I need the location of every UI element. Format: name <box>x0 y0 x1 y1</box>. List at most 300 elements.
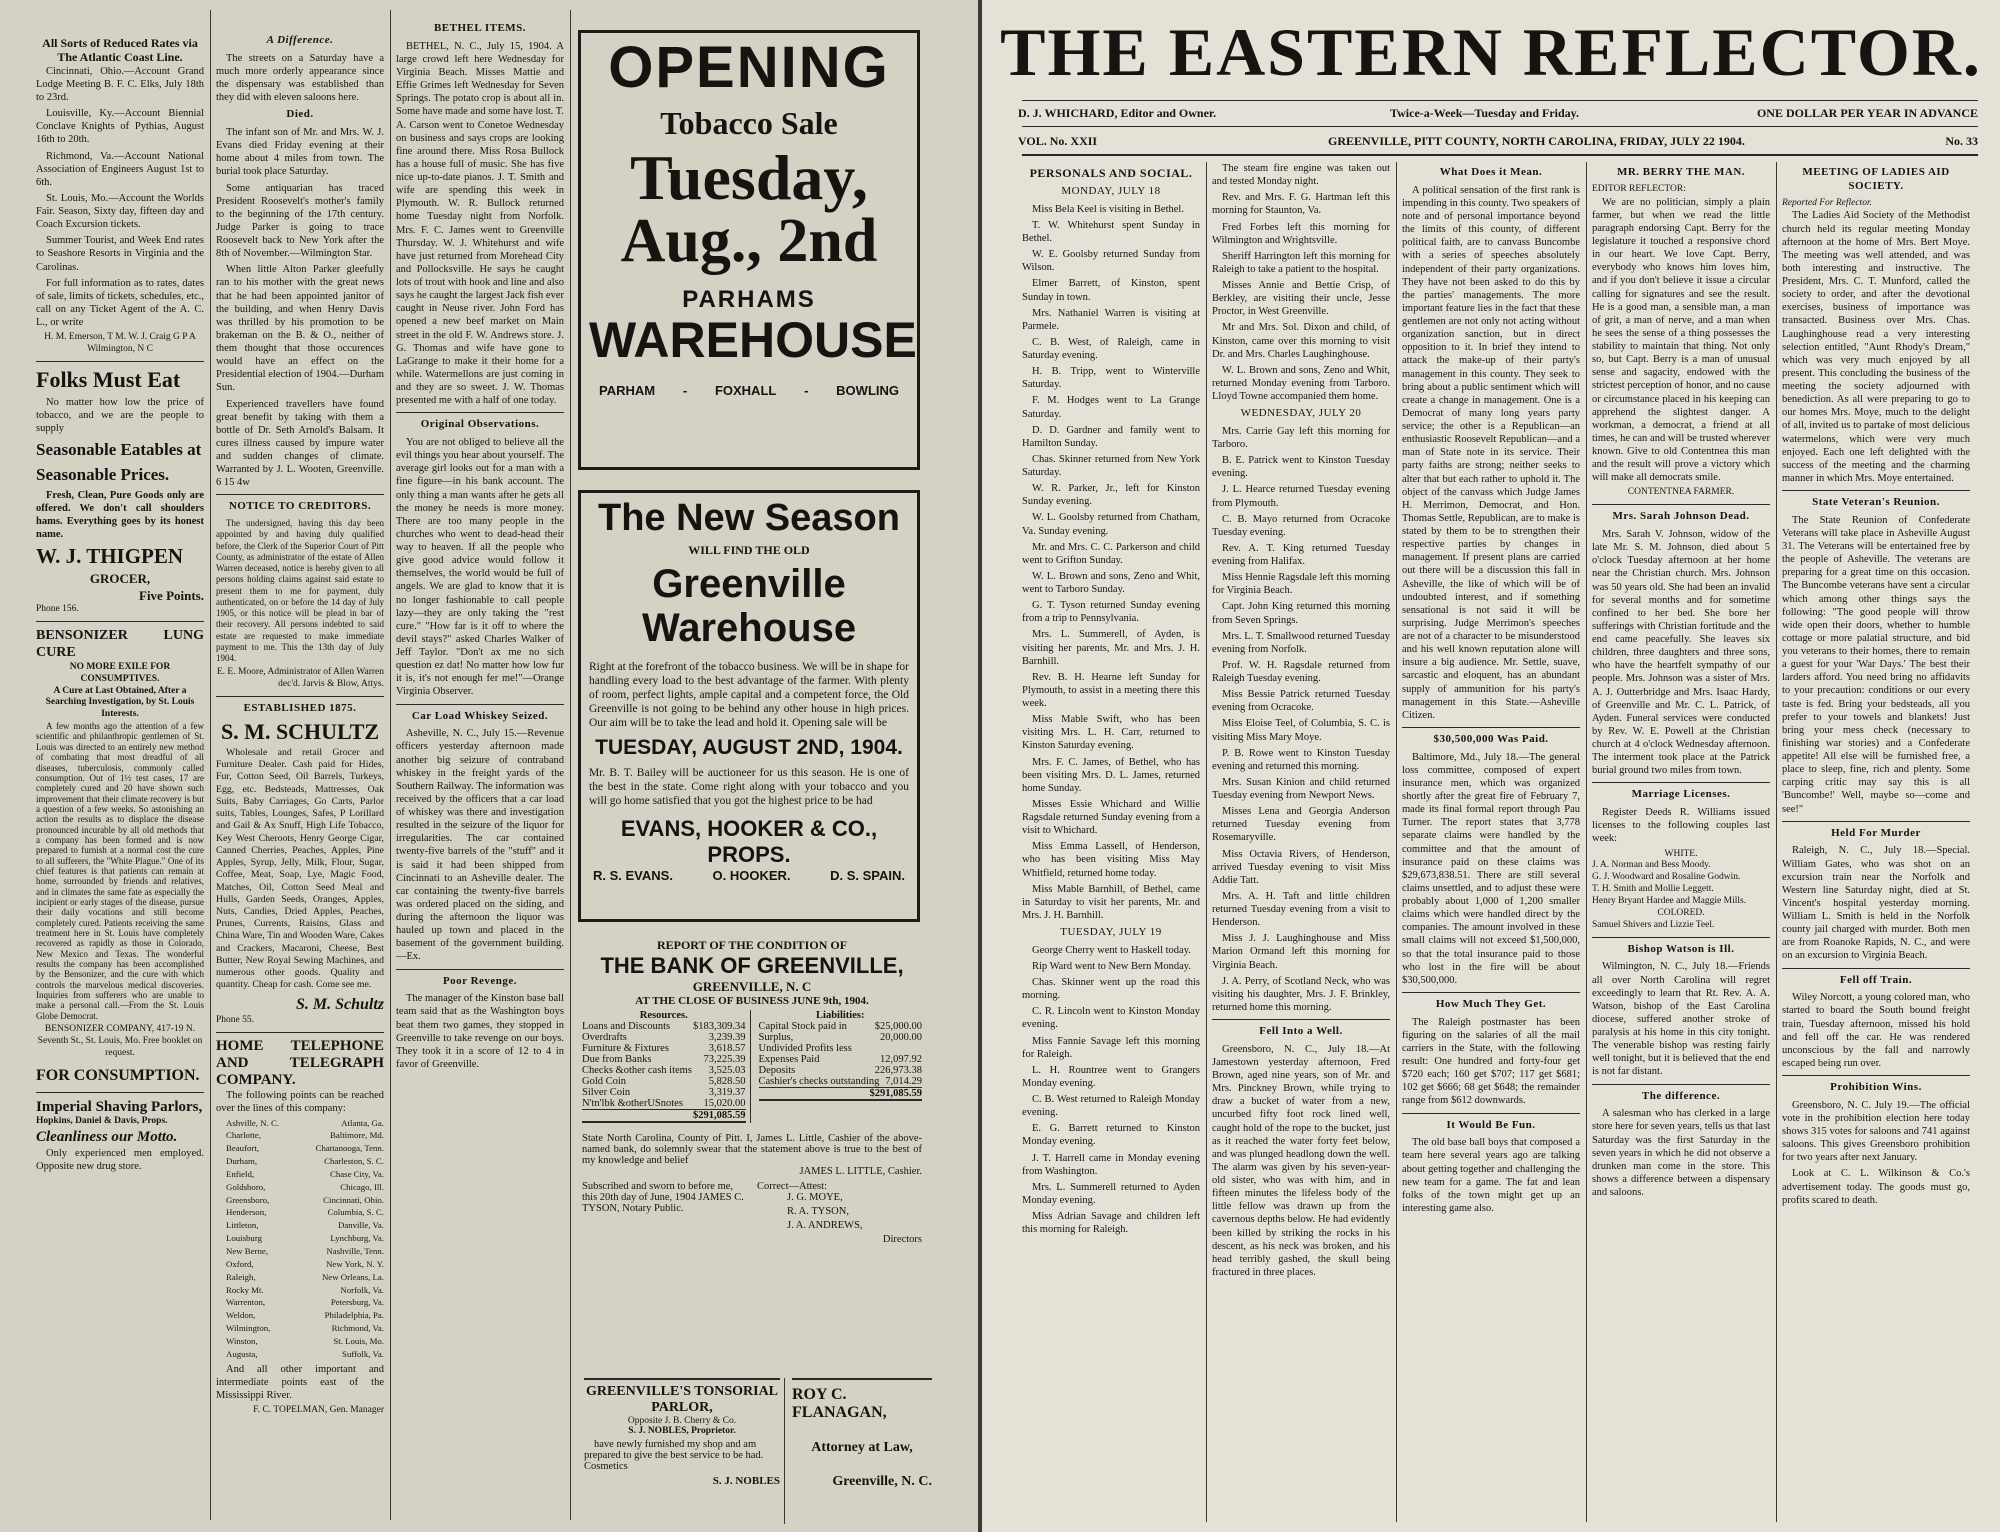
tonsorial-sub: Opposite J. B. Cherry & Co. <box>627 1416 737 1427</box>
right-column-5 <box>1782 162 1970 1522</box>
masthead-rule <box>1022 154 1978 156</box>
personal-item: F. M. Hodges went to La Grange Saturday. <box>1022 395 1200 420</box>
coast-line-item: Cincinnati, Ohio.—Account Grand Lodge Meeting B. F. C. Elks, July 18th to 23rd. <box>36 65 204 104</box>
ledger-amount: 3,525.03 <box>708 1065 746 1076</box>
seasonable-2: Seasonable Prices. <box>36 465 170 485</box>
ledger-amount: 3,239.39 <box>708 1032 746 1043</box>
resources-row <box>582 1087 746 1098</box>
berry-text: We are no politician, simply a plain farmer, but when we read the little paragraph endorsing Capt. Berry for the legislature it touched a responsive chord in our heart. We love Capt. Berry, everybody who knows him loves him, and if you don't believe it issue a circular calling for signatures and see the result. He is a good man, a sensible man, a man of grit, a man of nerve, and a man when he sees the sense of a thing possesses the stability to maintain that thing. Not only so, but Capt. Berry is a man of unusual sense and sagacity, endowed with the strictest perception of honor, and no cause or circumstance placed in his keeping can apprehend the slightest danger. A workman, a democrat, a friend at all times, he can and will be trusted wherever known. Give to old Contentnea this man and the result will prove a victory which will make all democrats smile. <box>1592 196 1770 484</box>
license-title: Marriage Licenses. <box>1631 788 1731 801</box>
left-column-2 <box>216 30 384 1530</box>
resources-row <box>582 1032 746 1043</box>
aid-text: The Ladies Aid Society of the Methodist church held its regular meeting Monday afternoon at the home of Mrs. Bert Moye. The meeting was well attended, and was both interesting and instructive. The President, Mrs. C. T. Munford, called the society to order, and after the devotional exercises, business of importance was transacted. Business over Mrs. Chas. Laughinghouse read a very interesting selection entitled, "Aunt Rhody's Dream," which was very much enjoyed by all present. This concluding the business of the meeting the society adjourned with benediction. As all were preparing to go to our homes Mrs. Moye, much to the delight of all, invited us to partake of most delicious watermelons, which were very much enjoyed. Each one left delighted with the success of the meeting and the charming manner in which Mrs. Moye entertained. <box>1782 210 1970 484</box>
attest-names <box>757 1192 922 1231</box>
town-name: Cincinnati, Ohio. <box>323 1194 384 1205</box>
personal-item: Miss Bessie Patrick returned Tuesday evening from Ocracoke. <box>1212 689 1390 714</box>
opening-footer-name: PARHAM <box>599 382 656 398</box>
town-name: Ashville, N. C. <box>226 1117 280 1128</box>
town-name: Goldsboro, <box>226 1181 266 1192</box>
personal-item: W. L. Brown and sons, Zeno and Whit, went to Tarboro Sunday. <box>1022 570 1200 595</box>
town-name: Philadelphia, Pa. <box>324 1310 384 1321</box>
resources-row <box>582 1065 746 1076</box>
personal-item: C. B. West, of Raleigh, came in Saturday evening. <box>1022 336 1200 361</box>
berry-title: MR. BERRY THE MAN. <box>1616 166 1746 178</box>
train-title: Fell off Train. <box>1839 973 1913 986</box>
revenge-text: The manager of the Kinston base ball team said that as the Washington boys beat them two games, they stopped in Greenville to take revenge on our boys. They took it in a score of 12 to 4 in favor of Greenville. <box>396 993 564 1070</box>
town-name: Wilmington, <box>226 1323 271 1334</box>
whiskey-text: Asheville, N. C., July 15.—Revenue officers yesterday afternoon made another big seizure of contraband whiskey in the freight yards of the Southern Railway. The information was received by the officers that a car load of whiskey was there and investigation resulted in the seizure of the liquor for irregularities. The car contained twenty-five barrels of the "stuff" and it is said it had been shipped from Cincinnati to an Asheville dealer. The car containing the twenty-five barrels was ordered placed on the siding, and during the afternoon the liquor was hauled up town and placed in the basement of the government building.—Ex. <box>396 728 564 963</box>
ledger-label: Silver Coin <box>582 1087 631 1098</box>
personal-item: Sheriff Harrington left this morning for Raleigh to take a patient to the hospital. <box>1212 250 1390 275</box>
ledger-amount: 3,319.37 <box>708 1087 746 1098</box>
bethel-text: BETHEL, N. C., July 15, 1904. A large crowd left here Wednesday for Virginia Beach. Misses Mattie and Effie Grimes left Wednesday for Seven Springs. The potato crop is about all in. Some have made and some have lost. T. A. Carson went to Conetoe Wednesday on business and says crops are looking fine around there. Miss Rosa Bullock has a house full of music. She has five nice up-to-date pianos. J. T. Smith and wife are spending this week in Plymouth. W. R. Bullock returned home Tuesday night from Norfolk. Mrs. F. C. James went to Greenville Thursday. W. J. Whitehurst and wife have just returned from Morehead City and Pollocksville. He says he caught lots of trout with hook and line and also says he caught the largest Jack fish ever caught in Neuse river. John Ford has opened a new beef market on Main street in the old F. W. Andrews store. J. G. Thomas and wife have gone to LaGrange to make it their home for a while. Watermellons are just coming in and they are so sweet. J. W. Thomas presented me with a half of one today. <box>396 40 564 407</box>
town-name: Augusta, <box>226 1348 258 1359</box>
liabilities-row <box>759 1043 923 1054</box>
aid-society-title: MEETING OF LADIES AID SOCIETY. <box>1802 166 1950 192</box>
town-name: New Berne, <box>226 1245 269 1256</box>
ledger-label: Checks &other cash items <box>582 1065 692 1076</box>
personal-item: Miss Mable Barnhill, of Bethel, came in Saturday to visit her parents, Mr. and Mrs. J. H. Barnhill. <box>1022 883 1200 921</box>
liabilities-rows <box>759 1021 923 1087</box>
liabilities-row <box>759 1076 923 1087</box>
monday-items <box>1022 203 1200 922</box>
liabilities-title: Liabilities: <box>816 1010 865 1021</box>
personal-item: Fred Forbes left this morning for Wilmington and Wrightsville. <box>1212 221 1390 246</box>
masthead-volume: VOL. No. XXII <box>1018 134 1098 148</box>
personal-item: J. A. Perry, of Scotland Neck, who was visiting his daughter, Mrs. J. F. Brinkley, returned home this morning. <box>1212 975 1390 1013</box>
revenge-title: Poor Revenge. <box>442 974 518 987</box>
column-rule <box>390 10 391 1520</box>
greenville-name: Greenville <box>652 561 846 606</box>
opening-footer-name: FOXHALL <box>714 382 777 398</box>
coast-line-item: St. Louis, Mo.—Account the Worlds Fair. Season, Sixty day, fifteen day and Coach Excursion tickets. <box>36 192 204 231</box>
observations-title: Original Observations. <box>420 418 540 431</box>
ledger-amount: 15,020.00 <box>703 1098 746 1109</box>
opening-tuesday: Tuesday, <box>630 142 868 213</box>
right-newspaper-page <box>982 0 2000 1532</box>
veteran-title: State Veteran's Reunion. <box>1812 496 1940 508</box>
town-name: Chicago, Ill. <box>340 1181 384 1192</box>
season-auctioneer: Mr. B. T. Bailey will be auctioneer for us this season. He is one of the best in the state. Come right along with your tobacco and you will go home satisfied that you got the highest price to be had <box>589 766 909 807</box>
tonsorial-signature: S. J. NOBLES <box>712 1475 780 1488</box>
what-mean-title: What Does it Mean. <box>1439 166 1543 178</box>
town-name: Chattanooga, Tenn. <box>315 1143 384 1154</box>
motto: Cleanliness our Motto. <box>36 1129 178 1146</box>
telephone-text: The following points can be reached over the lines of this company: <box>216 1090 384 1115</box>
license-couple: Henry Bryant Hardee and Maggie Mills. <box>1592 896 1747 906</box>
towns-left <box>216 1119 279 1363</box>
schultz-title: S. M. SCHULTZ <box>220 718 380 744</box>
ledger-label: Gold Coin <box>582 1076 627 1087</box>
ledger-label: N'tn'lbk &otherUSnotes <box>582 1098 683 1109</box>
folks-text: No matter how low the price of tobacco, and we are the people to supply <box>36 397 204 435</box>
resources-total: $291,085.59 <box>582 1109 746 1123</box>
shaving-sub: Hopkins, Daniel & Davis, Props. <box>36 1116 168 1127</box>
telephone-title: HOME TELEPHONE AND TELEGRAPH COMPANY. <box>216 1037 384 1089</box>
town-name: Louisburg <box>226 1233 263 1244</box>
personal-item: Rev. and Mrs. F. G. Hartman left this morning for Staunton, Va. <box>1212 192 1390 217</box>
parhams: PARHAMS <box>682 286 816 313</box>
aid-reported: Reported For Reflector. <box>1782 197 1872 208</box>
tonsorial-ad <box>584 1378 780 1528</box>
personal-item: G. T. Tyson returned Sunday evening from a trip to Pennsylvania. <box>1022 600 1200 625</box>
parker-text: When little Alton Parker gleefully ran to his mother with the great news that he had been appointed janitor of the building, and when Henry Davis was thrilled by his promotion to be brakeman on the B. & O., neither of them thought that those occurences would have an effect on the Presidential election of 1904.—Durham Sun. <box>216 264 384 394</box>
personal-item: W. L. Brown and sons, Zeno and Whit, returned Monday evening from Tarboro. Lloyd Towne accompanied them home. <box>1212 364 1390 402</box>
personal-item: J. L. Hearce returned Tuesday evening from Plymouth. <box>1212 484 1390 509</box>
whiskey-title: Car Load Whiskey Seized. <box>411 709 549 722</box>
prohibition-text: Greensboro, N. C. July 19.—The official vote in the prohibition election here today shows 315 votes for saloons and 741 against saloons. This gives Greensboro prohibition for two years after next January. <box>1782 1099 1970 1164</box>
opening-footer-name: BOWLING <box>836 382 899 398</box>
town-name: Littleton, <box>226 1220 259 1231</box>
berry-signature: CONTENTNEA FARMER. <box>1627 487 1735 498</box>
bank-table <box>582 1010 922 1123</box>
masthead-price: ONE DOLLAR PER YEAR IN ADVANCE <box>1756 106 1978 120</box>
paid-title: $30,500,000 Was Paid. <box>1433 732 1549 745</box>
personal-item: George Cherry went to Haskell today. <box>1032 944 1191 956</box>
column-rule <box>1776 162 1777 1522</box>
greenville-warehouse: Warehouse <box>641 605 857 650</box>
right-column-2 <box>1212 162 1390 1522</box>
right-column-1 <box>1022 162 1200 1522</box>
opening-footer-name: - <box>804 382 809 398</box>
ledger-label: Undivided Profits less <box>758 1043 852 1054</box>
murder-text: Raleigh, N. C., July 18.—Special. William Gates, who was shot on an excursion train near the Norfolk and Western line Saturday night, died at St. Vincent's hospital yesterday morning. William L. Smith is held in the Norfolk county jail charged with murder. Both men are from Roanoke Rapids, N. C., and were on an excursion to Virginia Beach. <box>1782 845 1970 962</box>
liabilities-row <box>759 1054 923 1065</box>
observations-text: You are not obliged to believe all the evil things you hear about yourself. The average girl looks out for a man with a fine figure—in his bank account. The only thing a man wants after he gets all the money he needs is more money. There are too many people in the churches who went to dead-head their way to heaven. If all the people who give good advice would follow it themselves, the world would be full of angels. We are glad to know that it is no longer fashionable to call people lazy—they are only taking the "rest cure." "How far is it off to where the devil stays?" asked Charles Walker of Jeff Taylor. "Don't ax me no sich question ez dat! No matter how low fur it is, it's not enough fer me!"—Orange Virginia Observer. <box>396 437 564 698</box>
ledger-label: Loans and Discounts <box>582 1021 671 1032</box>
personal-item: Mrs. L. Summerell returned to Ayden Monday evening. <box>1022 1181 1200 1206</box>
town-name: Rocky Mt. <box>226 1284 264 1295</box>
ledger-amount: $25,000.00 <box>874 1021 922 1032</box>
resources-row <box>582 1043 746 1054</box>
travellers-text: Experienced travellers have found great benefit by taking with them a bottle of Dr. Seth Arnold's Balsam. It cures illness caused by impure water and sudden changes of climate. Warranted by J. L. Wooten, Greenville. 6 15 4w <box>216 398 384 489</box>
town-name: Weldon, <box>226 1310 256 1321</box>
season-body: Right at the forefront of the tobacco business. We will be in shape for handling every load to the best advantage of the farmer. With plenty of room, perfect lights, ample capital and a competent force, the Old Greenville is not going to be behind any other house in high prices. Our aim will be to take the lead and hold it. Opening sale will be <box>589 660 909 729</box>
ledger-label: Due from Banks <box>582 1054 652 1065</box>
bank-attest <box>582 1181 922 1245</box>
opening-footer-name: - <box>682 382 688 398</box>
personal-item: J. T. Harrell came in Monday evening from Washington. <box>1022 1152 1200 1177</box>
ledger-amount: 73,225.39 <box>703 1054 746 1065</box>
liabilities-total: $291,085.59 <box>759 1087 923 1101</box>
masthead-title: THE EASTERN REFLECTOR. <box>1000 14 1982 90</box>
left-column-1 <box>36 36 204 1526</box>
masthead-schedule: Twice-a-Week—Tuesday and Friday. <box>1390 106 1580 120</box>
bethel-title: BETHEL ITEMS. <box>433 22 527 34</box>
ledger-label: Capital Stock paid in <box>758 1021 847 1032</box>
tuesday-items <box>1022 944 1200 1237</box>
colored-heading: COLORED. <box>1657 907 1705 918</box>
personal-item: Capt. John King returned this morning from Seven Springs. <box>1212 601 1390 626</box>
resources-row <box>582 1054 746 1065</box>
died-title: Died. <box>286 108 314 121</box>
wilkinson-text: Look at C. L. Wilkinson & Co.'s advertisement today. The goods must go, profits scared to death. <box>1782 1168 1970 1206</box>
personal-item: W. E. Goolsby returned Sunday from Wilson. <box>1022 249 1200 274</box>
ledger-amount: 7,014.29 <box>885 1076 922 1087</box>
monday-heading: MONDAY, JULY 18 <box>1061 185 1161 197</box>
creditors-signature: E. E. Moore, Administrator of Allen Warren dec'd. Jarvis & Blow, Attys. <box>216 667 384 690</box>
town-name: Durham, <box>226 1156 258 1167</box>
column-rule <box>210 10 211 1520</box>
personal-item: Rev. B. H. Hearne left Sunday for Plymouth, to assist in a meeting there this week. <box>1022 671 1200 709</box>
personal-item: Elmer Barrett, of Kinston, spent Sunday in town. <box>1022 278 1200 303</box>
directors: Directors <box>882 1234 922 1245</box>
tuesday-heading: TUESDAY, JULY 19 <box>1060 926 1162 938</box>
director-name: R. A. TYSON, <box>787 1206 849 1217</box>
director-name: J. A. ANDREWS, <box>787 1220 863 1231</box>
white-couples <box>1592 860 1770 908</box>
column-rule <box>1586 162 1587 1522</box>
town-name: Norfolk, Va. <box>340 1284 384 1295</box>
ledger-label: Surplus, <box>758 1032 794 1043</box>
season-prop-name: O. HOOKER. <box>712 868 791 884</box>
wednesday-heading: WEDNESDAY, JULY 20 <box>1240 407 1362 420</box>
town-name: Danville, Va. <box>337 1220 384 1231</box>
ledger-label: Expenses Paid <box>758 1054 820 1065</box>
personal-item: Mrs. Susan Kinion and child returned Tuesday evening from Newport News. <box>1212 776 1390 801</box>
lung-cure-sub2: A Cure at Last Obtained, After a Searching Investigation, by St. Louis Interests. <box>45 685 195 720</box>
resources-column <box>582 1010 751 1123</box>
personal-item: Miss Fannie Savage left this morning for Raleigh. <box>1022 1035 1200 1060</box>
personal-item: Miss J. J. Laughinghouse and Miss Marion Ormand left this morning for Virginia Beach. <box>1212 933 1390 971</box>
town-name: Lynchburg, Va. <box>330 1233 384 1244</box>
personal-item: Miss Mable Swift, who has been visiting Mrs. L. H. Carr, returned to Kinston Saturday evening. <box>1022 714 1200 752</box>
seasonable-1: Seasonable Eatables at <box>36 440 202 460</box>
personal-item: L. H. Rountree went to Grangers Monday evening. <box>1022 1064 1200 1089</box>
personal-item: Mrs. F. C. James, of Bethel, who has been visiting Mrs. D. L. James, returned home Sunday. <box>1022 756 1200 794</box>
well-title: Fell Into a Well. <box>1259 1025 1343 1037</box>
personal-item: Miss Bela Keel is visiting in Bethel. <box>1032 203 1184 215</box>
left-column-3 <box>396 18 564 1518</box>
personal-item: Mrs. A. H. Taft and little children returned Tuesday evening from a visit to Henderson. <box>1212 890 1390 929</box>
tonsorial-owner: S. J. NOBLES, Proprietor. <box>628 1426 736 1437</box>
for-consumption: FOR CONSUMPTION. <box>36 1066 200 1084</box>
fresh-text: Fresh, Clean, Pure Goods only are offered. We don't call shoulders hams. Everything goes by its honest name. <box>36 489 204 541</box>
town-name: Oxford, <box>226 1258 254 1269</box>
town-name: Raleigh, <box>226 1271 256 1282</box>
town-name: New Orleans, La. <box>321 1271 384 1282</box>
ledger-amount: 20,000.00 <box>880 1032 922 1043</box>
bank-cashier: JAMES L. LITTLE, Cashier. <box>799 1166 922 1177</box>
town-name: New York, N. Y. <box>326 1258 384 1269</box>
tobacco-sale: Tobacco Sale <box>660 105 838 141</box>
town-name: Petersburg, Va. <box>330 1297 384 1308</box>
telephone-towns <box>216 1119 384 1363</box>
difference-right-text: A salesman who has clerked in a large store here for seven years, tells us that last Saturday was the first Saturday in the seven years in which he did not observe a drunken man come in the store. This shows a difference between a dispensary and saloons. <box>1592 1108 1770 1198</box>
how-much-text: The Raleigh postmaster has been figuring on the salaries of all the mail carriers in the State, with the following result: One hundred and forty-four get $720 each; 160 get $707; 117 get $681; 102 get $666; 68 get $648; the remainder range from $612 downwards. <box>1402 1016 1580 1107</box>
ledger-label: Furniture & Fixtures <box>582 1043 669 1054</box>
died-text: The infant son of Mr. and Mrs. W. J. Evans died Friday evening at their home about 4 miles from town. The burial took place Saturday. <box>216 127 384 178</box>
town-name: St. Louis, Mo. <box>333 1335 384 1346</box>
town-name: Charleston, S. C. <box>324 1156 384 1167</box>
town-name: Warrenton, <box>226 1297 266 1308</box>
license-text: Register Deeds R. Williams issued licenses to the following couples last week: <box>1592 807 1770 845</box>
town-name: Enfield, <box>226 1168 255 1179</box>
bank-location: GREENVILLE, N. C <box>692 979 812 994</box>
masthead-rule <box>1022 126 1978 127</box>
personal-item: Mrs. L. T. Smallwood returned Tuesday evening from Norfolk. <box>1212 630 1390 655</box>
flanagan-name: ROY C. FLANAGAN, <box>792 1386 887 1421</box>
personal-item: B. E. Patrick went to Kinston Tuesday evening. <box>1212 455 1390 480</box>
tonsorial-title: GREENVILLE'S TONSORIAL PARLOR, <box>585 1384 779 1416</box>
murder-title: Held For Murder <box>1831 826 1921 839</box>
left-newspaper-page <box>0 0 978 1532</box>
personal-item: W. L. Goolsby returned from Chatham, Va. Sunday evening. <box>1022 512 1200 537</box>
right-column-3 <box>1402 162 1580 1522</box>
veteran-text: The State Reunion of Confederate Veterans will take place in Asheville August 31. The Veterans will be entertained free by the people of Asheville. The veterans are preparing for a great time on this occasion. The Buncombe veterans have sent a circular which among other things says the following: "The good people will throw wide open their doors, whether to humble cottage or more palatial structure, and bid you veterans to their homes, there to remain a guest for your 'War Days.' The best their larders afford. You need bring no affidavits to your precaution: conditions or our every taste is fed. Bring your bedsteads, all you prefer to your towels and blankets! Just bring your mess check (necessary to finishing war stories) and a Confederate appetite! All else will be furnished free, a place to sleep, fine, rich and plenty. Some carping critic may say this is all 'Buncombe!' Well, maybe so—come and see!" <box>1782 514 1970 815</box>
well-text: Greensboro, N. C., July 18.—At Jamestown yesterday afternoon, Fred Brown, aged nine years, son of Mr. and Mrs. Pinckney Brown, while trying to draw a bucket of water from a new, uncurbed fifty foot rock lined well, caught hold of the rope to the bucket, just as it reached the water forty feet below, and was plunged headlong down the well. The alarm was given by his seven-year-old sister, who was with him, and in fifteen minutes the lifeless body of the little fellow was drawn up from the cavernous depths below. He had evidently been killed by striking the rocks in his descent, as his neck was broken, and his head terribly gashed, the skull being fractured in three places. <box>1212 1043 1390 1278</box>
resources-row <box>582 1098 746 1109</box>
season-names <box>589 868 909 883</box>
town-name: Richmond, Va. <box>331 1323 384 1334</box>
column-rule <box>1396 162 1397 1522</box>
town-name: Winston, <box>226 1335 258 1346</box>
personal-item: Rev. A. T. King returned Tuesday evening from Halifax. <box>1212 542 1390 567</box>
coast-line-items <box>36 65 204 329</box>
bank-close: AT THE CLOSE OF BUSINESS JUNE 9th, 1904. <box>635 995 869 1007</box>
masthead-editor: D. J. WHICHARD, Editor and Owner. <box>1018 106 1217 120</box>
coast-line-title: All Sorts of Reduced Rates via The Atlantic Coast Line. <box>42 36 198 65</box>
personal-item: Mrs. Carrie Gay left this morning for Tarboro. <box>1212 425 1390 450</box>
lung-cure-title: BENSONIZER LUNG CURE <box>36 627 204 661</box>
season-prop-name: D. S. SPAIN. <box>830 868 905 884</box>
season-props: EVANS, HOOKER & CO., PROPS. <box>620 816 878 868</box>
coast-line-signature: H. M. Emerson, T M. W. J. Craig G P A Wilmington, N C <box>44 332 196 355</box>
difference-text: The streets on a Saturday have a much more orderly appearance since the dispensary was established than they did with eleven saloons here. <box>216 52 384 104</box>
bank-report <box>582 938 922 1366</box>
wednesday-items <box>1212 425 1390 1014</box>
town-name: Chase City, Va. <box>329 1168 384 1179</box>
town-name: Charlotte, <box>226 1130 261 1141</box>
bank-name: THE BANK OF GREENVILLE, <box>600 953 904 978</box>
antiquarian-text: Some antiquarian has traced President Roosevelt's mother's family to the beginning of the 17th century. Judge Parker is going to trace Roosevelt back to New York after the 8th of November.—Wilmington Star. <box>216 182 384 260</box>
personal-item: T. W. Whitehurst spent Sunday in Bethel. <box>1022 219 1200 244</box>
town-name: Beaufort, <box>226 1143 259 1154</box>
personal-item: C. B. Mayo returned from Ocracoke Tuesday evening. <box>1212 513 1390 538</box>
personal-item: E. G. Barrett returned to Kinston Monday evening. <box>1022 1123 1200 1148</box>
personal-item: Misses Lena and Georgia Anderson returned Tuesday evening from Rosemaryville. <box>1212 806 1390 844</box>
ledger-label: Deposits <box>758 1065 796 1076</box>
bank-sworn: Subscribed and sworn to before me, this 20th day of June, 1904 JAMES C. TYSON, Notary Public. <box>582 1181 744 1214</box>
town-name: Greensboro, <box>226 1194 270 1205</box>
liabilities-column <box>759 1010 923 1123</box>
schultz-text: Wholesale and retail Grocer and Furniture Dealer. Cash paid for Hides, Fur, Cotton Seed, Oil Barrels, Turkeys, Egg, etc. Bedsteads, Mattresses, Oak Suits, Baby Carriages, Go Carts, Parlor suits, Tables, Lounges, Safes, P Lorillard and Gail & Ax Snuff, High Life Tobacco, Key West Cheroots, Henry George Cigar, Canned Cherries, Peaches, Apples, Pine Apples, Syrup, Jelly, Milk, Flour, Sugar, Coffee, Meat, Soap, Lye, Magic Food, Matches, Oil, Cotton Seed Meal and Hulls, Garden Seeds, Oranges, Apples, Nuts, Candies, Dried Apples, Peaches, Prunes, Currents, Raisins, Glass and China Ware, Tin and Wooden Ware, Cakes and Crackers, Macaroni, Cheese, Best Butter, New Royal Sewing Machines, and numerous other goods. Quality and quantity. Cheap for cash. Come see me. <box>216 746 384 991</box>
season-date: TUESDAY, AUGUST 2ND, 1904. <box>595 735 903 759</box>
bishop-title: Bishop Watson is Ill. <box>1627 942 1735 955</box>
resources-row <box>582 1076 746 1087</box>
creditors-title: NOTICE TO CREDITORS. <box>228 500 372 513</box>
liabilities-row <box>759 1065 923 1076</box>
masthead-rule <box>1022 100 1978 101</box>
opening-sale-ad <box>578 30 920 470</box>
thigpen-phone: Phone 156. <box>36 603 79 614</box>
coast-line-item: For full information as to rates, dates of sale, limits of tickets, schedules, etc., call on any Ticket Agent of the A. C. L., or write <box>36 277 204 329</box>
difference-title: A Difference. <box>266 34 334 46</box>
attest-title: Correct—Attest: <box>757 1181 827 1192</box>
shaving-title: Imperial Shaving Parlors, <box>36 1098 203 1115</box>
established: ESTABLISHED 1875. <box>243 702 357 715</box>
personal-item: Misses Annie and Bettie Crisp, of Berkley, are visiting their uncle, Jesse Proctor, in West Greenville. <box>1212 280 1390 318</box>
motto-text: Only experienced men employed. Opposite new drug store. <box>36 1148 204 1173</box>
will-find: WILL FIND THE OLD <box>688 542 810 557</box>
town-name: Henderson, <box>226 1207 267 1218</box>
thigpen-name: W. J. THIGPEN <box>36 544 184 569</box>
lung-cure-sub: NO MORE EXILE FOR CONSUMPTIVES. <box>69 661 171 684</box>
prohibition-title: Prohibition Wins. <box>1830 1081 1922 1093</box>
fun-text: The old base ball boys that composed a team here several years ago are talking about getting together and challenging the new team for a game. The fat and lean folks of the town might get up an interesting game also. <box>1402 1137 1580 1214</box>
parhams-warehouse: WAREHOUSE <box>589 312 917 368</box>
masthead-dateline: GREENVILLE, PITT COUNTY, NORTH CAROLINA, FRIDAY, JULY 22 1904. <box>1328 134 1745 148</box>
folks-title: Folks Must Eat <box>36 366 181 392</box>
personal-item: Miss Emma Lassell, of Henderson, who has been visiting Miss May Whitfield, returned home today. <box>1022 841 1200 879</box>
paid-text: Baltimore, Md., July 18.—The general loss committee, composed of expert insurance men, which was organized shortly after the great fire of February 7, made its final formal report through Pau Turner. The report states that 3,778 separate claims were handled by the committee and that the amount of insurance paid on these claims was $29,673,838.51. There are still several claims unsettled, and to adjust these were probably about 1,000 of 1,200 smaller claims which were handled direct by the companies. The amount involved in these small claims will not exceed $1,500,000, so that the total insurance paid to those who lost in the fire will be about $30,500,000. <box>1402 751 1580 986</box>
personal-item: C. B. West returned to Raleigh Monday evening. <box>1022 1094 1200 1119</box>
creditors-text: The undersigned, having this day been appointed by and having duly qualified before, the Clerk of the Superior Court of Pitt County, as administrator of the estate of Allen Warren deceased, notice is hereby given to all persons holding claims against said estate to present them to me for payment, duly authenticated, on or before the 14 day of July 1905, or this notice will be plead in bar of their recovery. All persons indebted to said estate are requested to make immediate payment to me. This the 13th day of July 1904. <box>216 518 384 664</box>
town-name: Baltimore, Md. <box>330 1130 384 1141</box>
telephone-signature: F. C. TOPELMAN, Gen. Manager <box>253 1404 384 1415</box>
resources-rows <box>582 1021 746 1109</box>
johnson-title: Mrs. Sarah Johnson Dead. <box>1612 510 1750 523</box>
towns-right <box>306 1119 384 1363</box>
new-season-ad <box>578 490 920 922</box>
license-couple: T. H. Smith and Mollie Leggett. <box>1592 884 1714 895</box>
opening-footer <box>589 383 909 398</box>
right-column-4 <box>1592 162 1770 1522</box>
town-name: Columbia, S. C. <box>327 1207 384 1218</box>
schultz-signature: S. M. Schultz <box>295 995 384 1013</box>
bensonizer-company: BENSONIZER COMPANY, 417-19 N. Seventh St., St. Louis, Mo. Free booklet on request. <box>37 1024 203 1058</box>
johnson-text: Mrs. Sarah V. Johnson, widow of the late Mr. S. M. Johnson, died about 5 o'clock Tuesday afternoon at her home near the Christian church. Mrs. Johnson was 50 years old. She had been an invalid for several months and for sometime confined to her bed. She bore her sufferings with Christian fortitude and the end came peacefully. She leaves six children, three daughters and three sons, who have the heartfelt sympathy of our people. Mrs. Johnson was a sister of Mrs. A. J. Outterbridge and Mrs. Isaac Hardy, of Greenville and Mr. C. L. Patrick, of Ayden. Funeral services were conducted by Rev. W. E. Powell at the Christian church at 4 o'clock Wednesday afternoon. The interment took place at the Patrick burial ground two miles from town. <box>1592 529 1770 777</box>
how-much-title: How Much They Get. <box>1435 997 1547 1010</box>
coast-line-item: Summer Tourist, and Week End rates to Seashore Resorts in Virginia and the Carolinas. <box>36 235 204 273</box>
coast-line-item: Richmond, Va.—Account National Association of Engineers August 1st to 6th. <box>36 150 204 188</box>
column-rule <box>784 1378 785 1524</box>
colored-couples <box>1592 920 1770 932</box>
column-rule <box>1206 162 1207 1522</box>
personal-item: Mr and Mrs. Sol. Dixon and child, of Kinston, came over this morning to visit Dr. and Mrs. Charles Laughinghouse. <box>1212 322 1390 360</box>
ledger-amount: 5,828.50 <box>708 1076 746 1087</box>
personal-item: Miss Octavia Rivers, of Henderson, arrived Tuesday evening to visit Miss Addie Tatt. <box>1212 848 1390 886</box>
report-of: REPORT OF THE CONDITION OF <box>656 938 848 952</box>
personal-item: Chas. Skinner returned from New York Saturday. <box>1022 453 1200 478</box>
personal-item: Miss Hennie Ragsdale left this morning for Virginia Beach. <box>1212 572 1390 597</box>
ledger-label: Cashier's checks outstanding <box>758 1076 880 1087</box>
personal-item: Miss Adrian Savage and children left this morning for Raleigh. <box>1022 1211 1200 1236</box>
ledger-amount: 3,618.57 <box>708 1043 746 1054</box>
personal-item: Miss Eloise Teel, of Columbia, S. C. is visiting Miss Mary Moye. <box>1212 718 1390 743</box>
what-mean-text: A political sensation of the first rank is impending in this county. Two speakers of note and of personal importance beyond the limits of this county, of different political faith, are to canvass Buncombe with a series of speeches absolutely independent of their party organizations. They have not been asked to do this by the parties' managements. The more important feature lies in the fact that these gentlemen are not only not acting without organization sanction, but in direct opposition to it. In brief they intend to attack the make-up of their party's management in this county. They seek to bring about a public sentiment which will create a change in management. One is a Democrat of many long years party service; the other is a Republican—an enthusiastic Roosevelt Republican—and a man of State note in its service. Their party faiths are strong; neither seeks to alter that but each rather to uphold it. The object of the canvass which Judge James H. Merrimon, Democrat, and Hon. Thomas Settle, Republican, are to make is stated by them to be to strengthen their respective parties by changes in management. If present plans are carried out there will be a discussion this fall in Asheville, the like of which will be of undoubted interest, and if something sensational is not said it will be surprising. Judge Merrimon's speeches are not of a character to be misunderstood and his well known reputation alone will insure a big audience. Mr. Settle, suave, sarcastic and eloquent, has an abundant supply of ammunition for his party's management in this State.—Asheville Citizen. <box>1402 184 1580 721</box>
column-rule <box>570 10 571 1520</box>
five-points: Five Points. <box>139 587 204 603</box>
personal-item: Mrs. L. Summerell, of Ayden, is visiting her parents, Mr. and Mrs. J. H. Barnhill. <box>1022 629 1200 667</box>
ledger-amount: 12,097.92 <box>880 1054 922 1065</box>
train-text: Wiley Norcott, a young colored man, who started to board the South bound freight train, Tuesday afternoon, missed his hold and fell off the car. He was rendered unconscious by the fall and narrowly escaped being run over. <box>1782 992 1970 1069</box>
personal-item: W. R. Parker, Jr., left for Kinston Sunday evening. <box>1022 483 1200 508</box>
liabilities-row <box>759 1021 923 1032</box>
director-name: J. G. MOYE, <box>787 1192 843 1203</box>
personal-item: Chas. Skinner went up the road this morning. <box>1022 977 1200 1002</box>
difference-right-title: The difference. <box>1641 1089 1721 1102</box>
flanagan-location: Greenville, N. C. <box>832 1474 932 1489</box>
telephone-end: And all other important and intermediate points east of the Mississippi River. <box>216 1363 384 1401</box>
personal-item: The steam fire engine was taken out and tested Monday night. <box>1212 163 1390 188</box>
personal-item: D. D. Gardner and family went to Hamilton Sunday. <box>1022 424 1200 449</box>
coast-line-item: Louisville, Ky.—Account Biennial Conclave Knights of Pythias, August 16th to 20th. <box>36 108 204 146</box>
opening-heading: OPENING <box>608 35 890 100</box>
new-season-title: The New Season <box>598 497 900 539</box>
lung-cure-body: A few months ago the attention of a few scientific and philanthropic gentlemen of St. Louis was directed to an entirely new method of combating that most dreadful of all diseases, tuberculosis, commonly called consumption. Out of 1½ test cases, 17 are completely cured and 20 have shown such improvement that their climate recovery is but a question of a few weeks. So astonishing an action the results as to displace the disease pronounced incurable by all old methods that a company has been formed and is now prepared to furnish at a normal cost the cure to all sufferers, the "White Plague." One of its chief features is that patients can remain at home, surrounded by friends and relatives, and in climates the same fate as especially the incipient or early stages of the disease, pursue their daily vocations and still become completely cured. Patients receiving the same treatment here in St. Louis have completely recovered as rapidly as those in Colorado, New Mexico and Texas. The wonderful results the company has been accomplished by the Bensonizer, and the cure with which controls the marvelous medical discoveries. Inquiries from sufferers who are unable to make a personal call.—From the St. Louis Globe Democrat. <box>36 721 204 1021</box>
personal-item: P. B. Rowe went to Kinston Tuesday evening and returned this morning. <box>1212 747 1390 772</box>
